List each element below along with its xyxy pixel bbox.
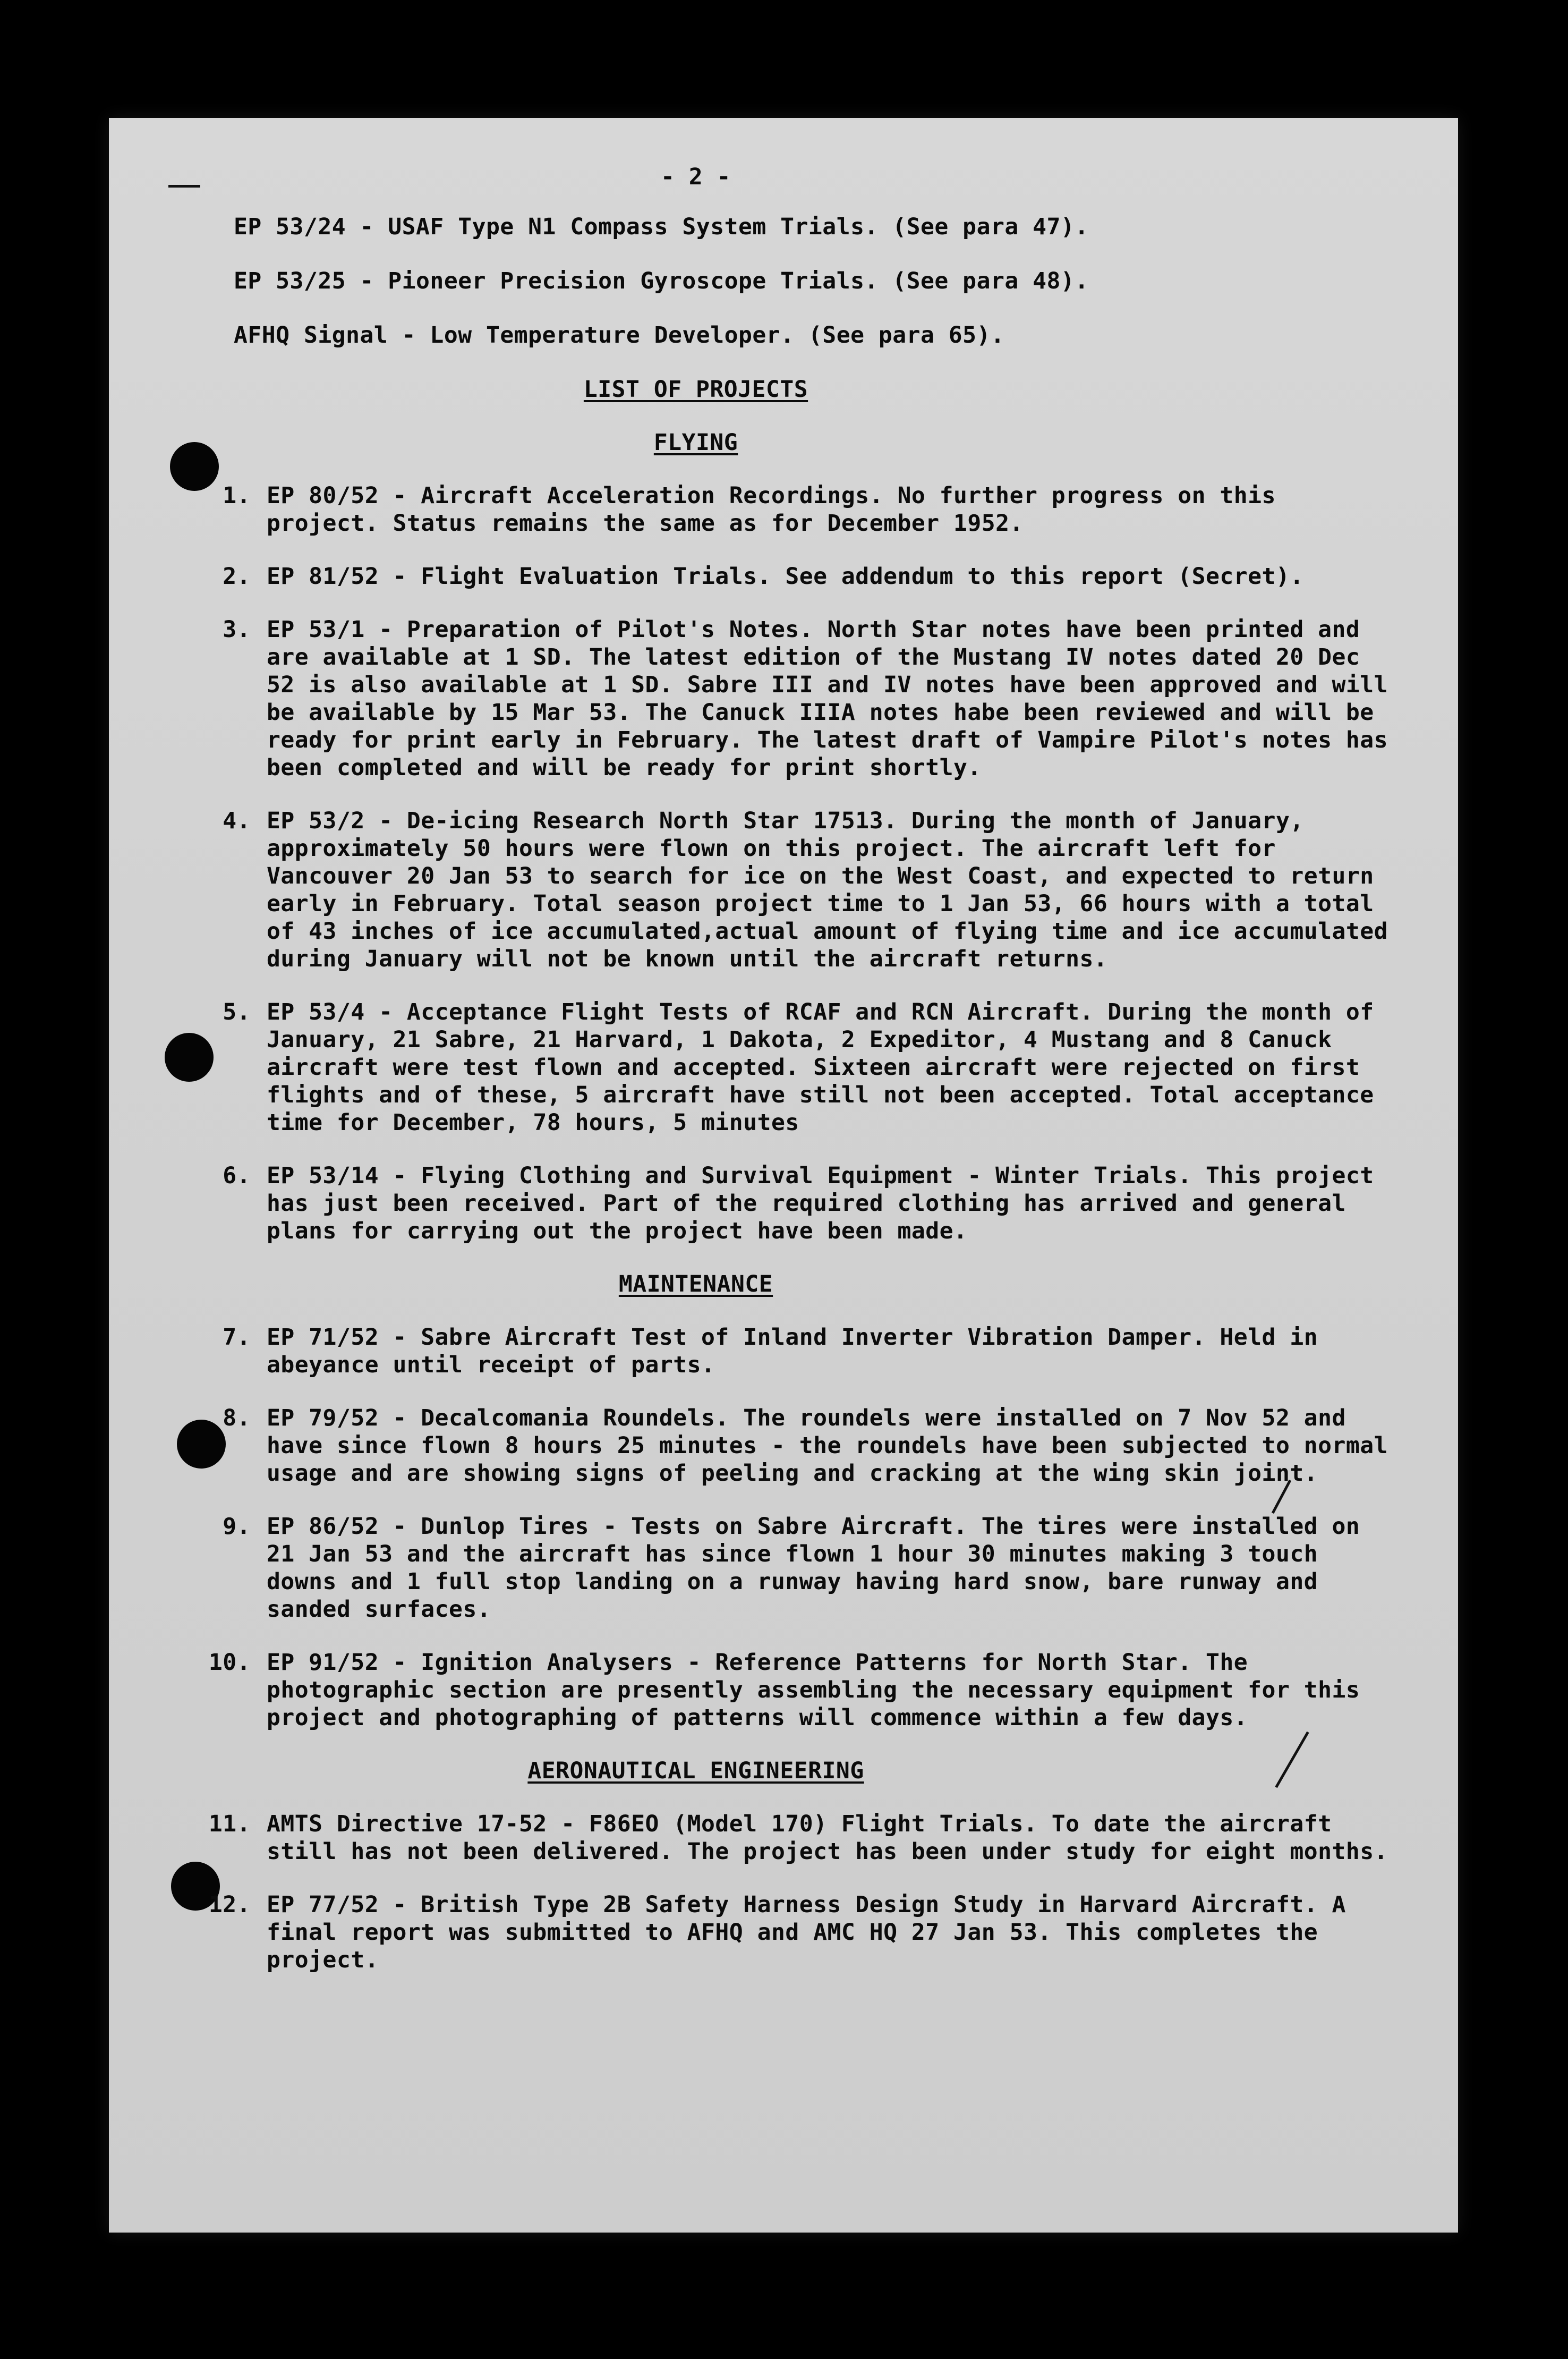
section-heading: AERONAUTICAL ENGINEERING — [527, 1758, 864, 1784]
item-text: EP 71/52 - Sabre Aircraft Test of Inland Inverter Vibration Damper. Held in abeyance until receipt of parts. — [267, 1324, 1318, 1378]
item-text: AMTS Directive 17-52 - F86EO (Model 170) Flight Trials. To date the aircraft still has not been delivered. The project has been under study for eight months. — [267, 1811, 1388, 1865]
item-number: 9. — [223, 1513, 251, 1540]
list-title: LIST OF PROJECTS — [583, 376, 808, 403]
section-heading: FLYING — [653, 429, 738, 456]
list-item — [191, 1513, 1408, 1623]
section-flying — [191, 429, 1408, 1245]
item-number: 5. — [223, 999, 251, 1025]
item-number: 2. — [223, 563, 251, 590]
document-body — [191, 163, 1408, 1999]
item-text: EP 80/52 - Aircraft Acceleration Recordings. No further progress on this project. Status remains the same as for December 1952. — [267, 482, 1276, 537]
list-item — [191, 998, 1408, 1136]
list-item — [191, 1404, 1408, 1487]
list-item — [191, 1810, 1408, 1865]
item-text: EP 91/52 - Ignition Analysers - Reference Patterns for North Star. The photographic section are presently assembling the necessary equipment for this project and photographing of patterns will commence within a few days. — [267, 1649, 1360, 1731]
reference-line: EP 53/25 - Pioneer Precision Gyroscope Trials. (See para 48). — [234, 268, 1089, 294]
item-text: EP 86/52 - Dunlop Tires - Tests on Sabre Aircraft. The tires were installed on 21 Jan 53 and the aircraft has since flown 1 hour 30 minutes making 3 touch downs and 1 full stop landing on a runway having hard snow, bare runway and sanded surfaces. — [267, 1513, 1360, 1623]
item-number: 12. — [208, 1891, 251, 1918]
item-number: 4. — [223, 808, 251, 834]
item-number: 7. — [223, 1324, 251, 1351]
item-number: 11. — [208, 1811, 251, 1837]
list-item — [191, 1649, 1408, 1732]
section-maintenance — [191, 1270, 1408, 1732]
item-number: 8. — [223, 1405, 251, 1431]
reference-line: AFHQ Signal - Low Temperature Developer. (See para 65). — [234, 322, 1005, 349]
list-item — [191, 616, 1408, 782]
item-text: EP 77/52 - British Type 2B Safety Harness Design Study in Harvard Aircraft. A final report was submitted to AFHQ and AMC HQ 27 Jan 53. This completes the project. — [267, 1891, 1346, 1973]
item-number: 10. — [208, 1649, 251, 1676]
reference-line: EP 53/24 - USAF Type N1 Compass System Trials. (See para 47). — [234, 214, 1089, 240]
page-number: - 2 - — [661, 164, 731, 190]
item-text: EP 53/2 - De-icing Research North Star 17513. During the month of January, approximately 50 hours were flown on this project. The aircraft left for Vancouver 20 Jan 53 to search for ice on the West Coast, and expected to return early in February. Total season project time to 1 Jan 53, 66 hours with a total of 43 inches of ice accumulated,actual amount of flying time and ice accumulated during January will not be known until the aircraft returns. — [267, 808, 1388, 972]
list-item — [191, 807, 1408, 973]
list-item — [191, 482, 1408, 537]
reference-list — [191, 213, 1408, 349]
item-text: EP 53/1 - Preparation of Pilot's Notes. North Star notes have been printed and are available at 1 SD. The latest edition of the Mustang IV notes dated 20 Dec 52 is also available at 1 SD. Sabre III and IV notes have been approved and will be available by 15 Mar 53. The Canuck IIIA notes habe been reviewed and will be ready for print early in February. The latest draft of Vampire Pilot's notes has been completed and will be ready for print shortly. — [267, 616, 1388, 781]
list-item — [191, 1162, 1408, 1245]
section-aeronautical-engineering — [191, 1757, 1408, 1974]
list-item — [191, 563, 1408, 590]
item-number: 1. — [223, 482, 251, 509]
item-number: 3. — [223, 616, 251, 643]
item-text: EP 53/14 - Flying Clothing and Survival Equipment - Winter Trials. This project has just been received. Part of the required clothing has arrived and general plans for carrying out the project have been made. — [267, 1162, 1374, 1244]
item-text: EP 79/52 - Decalcomania Roundels. The roundels were installed on 7 Nov 52 and have since flown 8 hours 25 minutes - the roundels have been subjected to normal usage and are showing signs of peeling and cracking at the wing skin joint. — [267, 1405, 1388, 1487]
document-page — [109, 118, 1458, 2233]
list-item — [191, 1323, 1408, 1379]
item-text: EP 81/52 - Flight Evaluation Trials. See addendum to this report (Secret). — [267, 563, 1304, 590]
section-heading: MAINTENANCE — [618, 1271, 773, 1297]
item-number: 6. — [223, 1162, 251, 1189]
list-item — [191, 1891, 1408, 1974]
item-text: EP 53/4 - Acceptance Flight Tests of RCAF and RCN Aircraft. During the month of January, 21 Sabre, 21 Harvard, 1 Dakota, 2 Expeditor, 4 Mustang and 8 Canuck aircraft were test flown and accepted. Sixteen aircraft were rejected on first flights and of these, 5 aircraft have still not been accepted. Total acceptance time for December, 78 hours, 5 minutes — [267, 999, 1374, 1136]
